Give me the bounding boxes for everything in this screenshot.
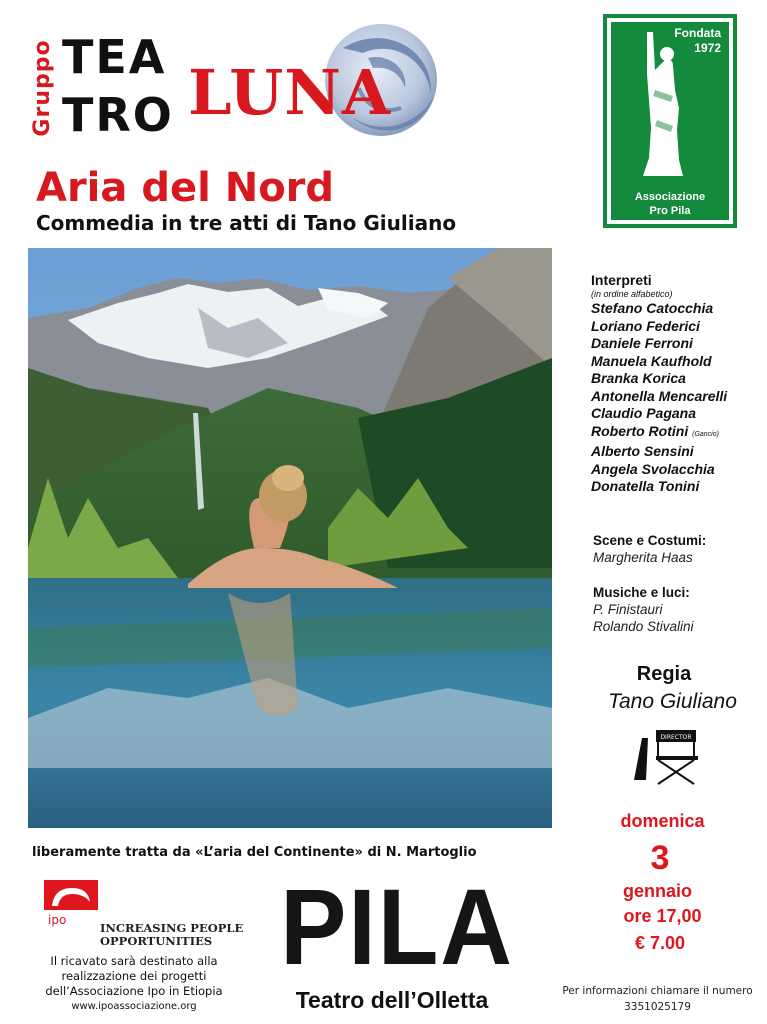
venue-town: PILA xyxy=(280,866,514,987)
badge-association xyxy=(611,190,729,218)
contact-info xyxy=(560,983,755,1015)
ticket-price: € 7.00 xyxy=(634,933,686,953)
badge-background xyxy=(611,22,729,220)
cast-member: Stefano Catocchia xyxy=(591,300,714,316)
contact-text: Per informazioni chiamare il numero xyxy=(562,985,753,997)
cast-member-name: Roberto Rotini xyxy=(591,422,689,439)
pro-pila-badge xyxy=(603,14,737,228)
ipo-logo-icon xyxy=(44,880,98,928)
cast-note: (in ordine alfabetico) xyxy=(591,289,673,299)
music-lights xyxy=(593,584,763,635)
date-weekday: domenica xyxy=(620,811,705,831)
chair-label: DIRECTOR xyxy=(660,734,692,741)
cast-member: Donatella Tonini xyxy=(591,478,700,494)
ipo-tagline-line2: OPPORTUNITIES xyxy=(100,934,213,948)
badge-founded-year: 1972 xyxy=(694,41,721,55)
director-chair-icon xyxy=(630,724,702,786)
alpine-pool-photo xyxy=(28,248,552,828)
ipo-website-link[interactable]: www.ipoassociazione.org xyxy=(71,1001,197,1012)
cast-member: Branka Korica xyxy=(591,370,686,386)
ipo-tagline xyxy=(100,922,243,948)
play-title: Aria del Nord xyxy=(36,165,335,211)
music-value: P. Finistauri xyxy=(593,602,663,617)
scene-costumes xyxy=(593,532,763,566)
venue-theatre: Teatro dell’Olletta xyxy=(295,987,489,1013)
cast-list xyxy=(591,272,761,496)
date-time: ore 17,00 xyxy=(623,906,702,926)
play-subtitle: Commedia in tre atti di Tano Giuliano xyxy=(36,211,457,235)
cast-heading: Interpreti xyxy=(591,272,652,288)
proceeds-note: Il ricavato sarà destinato alla realizzazione dei progetti dell’Associazione Ipo in Etiopia xyxy=(45,954,223,998)
cast-member: Manuela Kaufhold xyxy=(591,352,712,369)
cast-member: Claudio Pagana xyxy=(591,405,697,421)
cast-member: Loriano Federici xyxy=(591,317,700,334)
scene-heading: Scene e Costumi: xyxy=(593,533,707,548)
date-day: 3 xyxy=(650,839,670,877)
music-value: Rolando Stivalini xyxy=(593,619,694,634)
logo-tea: TEA xyxy=(62,30,167,84)
cast-member-with-nickname xyxy=(591,423,761,444)
badge-association-line2: Pro Pila xyxy=(649,205,691,217)
contact-phone: 3351025179 xyxy=(624,1001,691,1013)
cast-member: Alberto Sensini xyxy=(591,443,694,459)
statue-icon xyxy=(633,30,693,180)
cast-member: Angela Svolacchia xyxy=(591,460,715,477)
ipo-mark: ipo xyxy=(48,913,67,927)
logo-tro: TRO xyxy=(62,88,174,142)
scene-value: Margherita Haas xyxy=(593,550,693,565)
badge-founded-label: Fondata xyxy=(674,26,721,40)
director-name: Tano Giuliano xyxy=(608,690,737,713)
logo-gruppo-vertical: Gruppo xyxy=(30,39,55,137)
cast-member-nickname: (Gancio) xyxy=(692,430,719,438)
logo-luna: LUNA xyxy=(188,56,392,129)
cast-member: Antonella Mencarelli xyxy=(591,387,728,404)
music-heading: Musiche e luci: xyxy=(593,585,690,600)
date-month: gennaio xyxy=(622,881,692,901)
ipo-tagline-line1: INCREASING PEOPLE xyxy=(100,921,244,935)
cast-member: Daniele Ferroni xyxy=(591,335,693,351)
source-credit: liberamente tratta da «L’aria del Continente» di N. Martoglio xyxy=(32,845,477,860)
director-heading: Regia xyxy=(636,663,692,685)
badge-association-line1: Associazione xyxy=(634,191,706,203)
